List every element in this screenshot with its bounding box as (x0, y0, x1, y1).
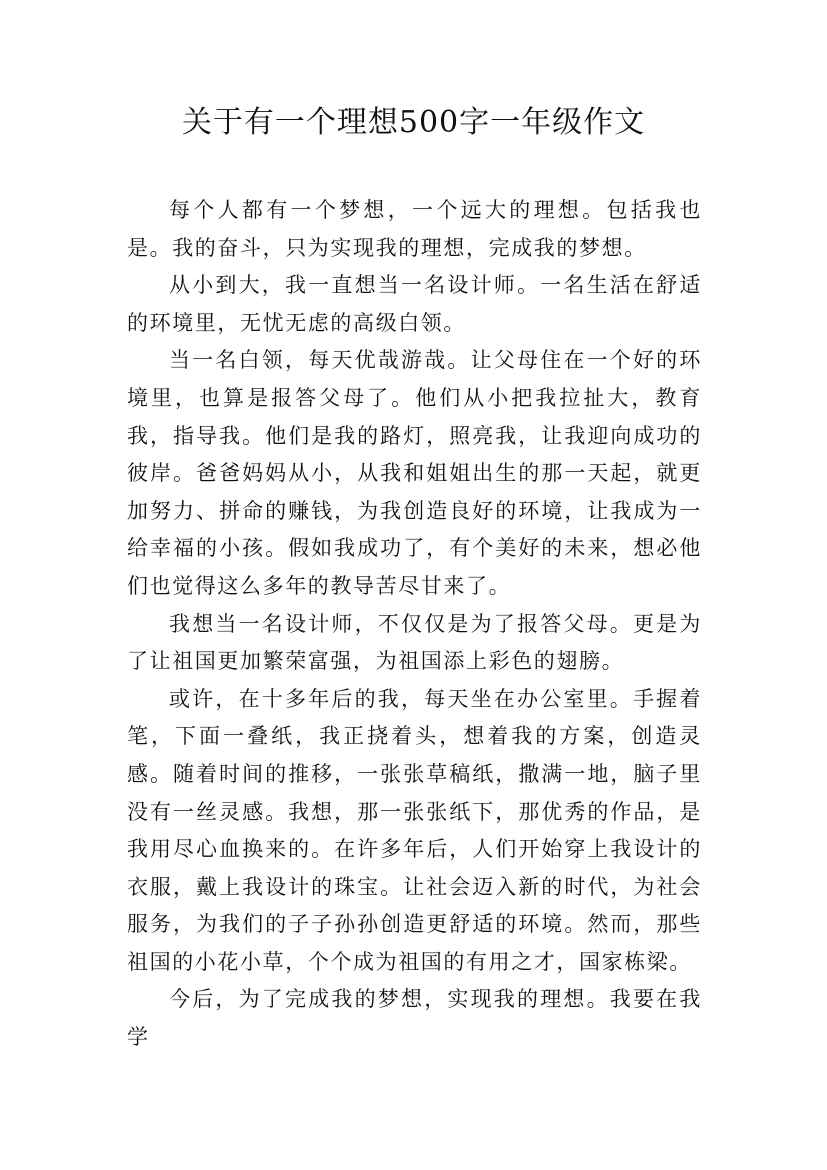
paragraph-4: 我想当一名设计师，不仅仅是为了报答父母。更是为了让祖国更加繁荣富强，为祖国添上彩色的翅膀。 (127, 611, 702, 674)
document-body (127, 192, 702, 1057)
paragraph-6: 今后，为了完成我的梦想，实现我的理想。我要在我学 (127, 987, 702, 1050)
paragraph-2: 从小到大，我一直想当一名设计师。一名生活在舒适的环境里，无忧无虑的高级白领。 (127, 273, 702, 335)
paragraph-3: 当一名白领，每天优哉游哉。让父母住在一个好的环境里，也算是报答父母了。他们从小把我拉扯大，教育我，指导我。他们是我的路灯，照亮我，让我迎向成功的彼岸。爸爸妈妈从小，从我和姐姐出生的那一天起，就更加努力、拼命的赚钱，为我创造良好的环境，让我成为一给幸福的小孩。假如我成功了，有个美好的未来，想必他们也觉得这么多年的教导苦尽甘来了。 (127, 348, 702, 598)
paragraph-5: 或许，在十多年后的我，每天坐在办公室里。手握着笔，下面一叠纸，我正挠着头，想着我的方案，创造灵感。随着时间的推移，一张张草稿纸，撒满一地，脑子里没有一丝灵感。我想，那一张张纸下，那优秀的作品，是我用尽心血换来的。在许多年后，人们开始穿上我设计的衣服，戴上我设计的珠宝。让社会迈入新的时代，为社会服务，为我们的子子孙孙创造更舒适的环境。然而，那些祖国的小花小草，个个成为祖国的有用之才，国家栋梁。 (127, 686, 702, 974)
document-title: 关于有一个理想500字一年级作文 (181, 105, 646, 140)
paragraph-1: 每个人都有一个梦想，一个远大的理想。包括我也是。我的奋斗，只为实现我的理想，完成我的梦想。 (127, 198, 702, 260)
